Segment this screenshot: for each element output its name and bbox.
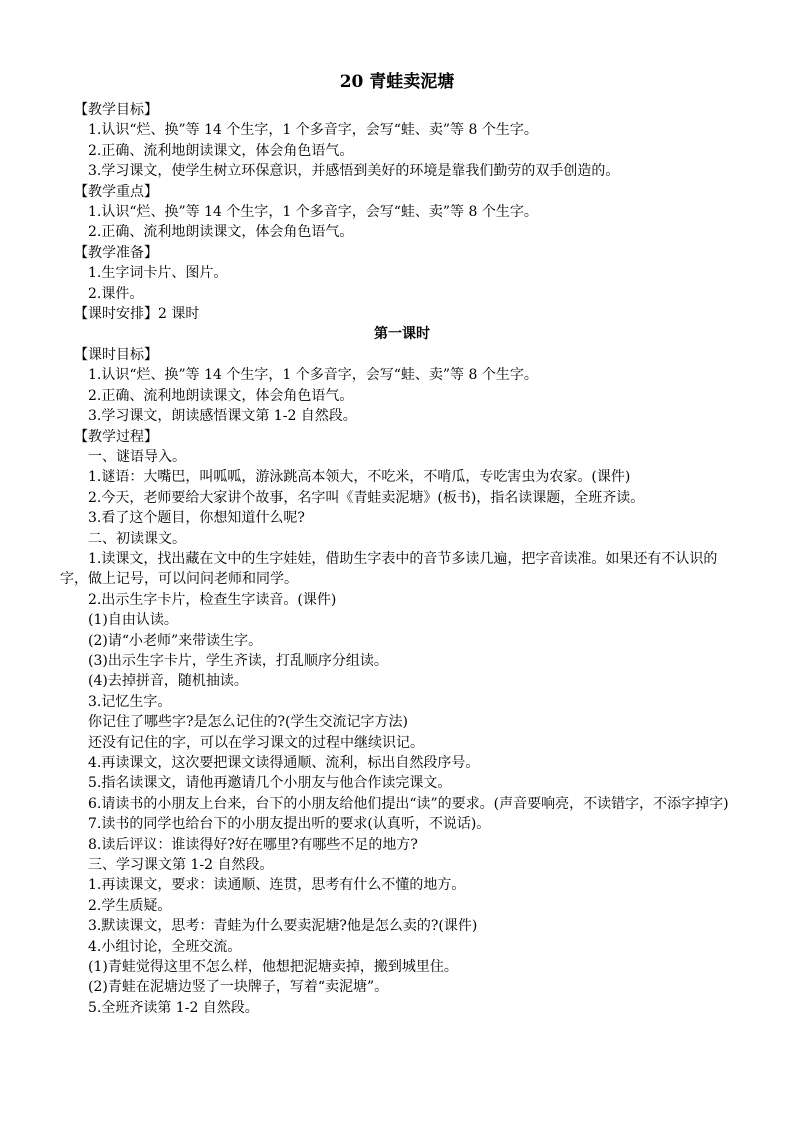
lesson-heading: 第一课时 — [374, 326, 430, 343]
paragraph-line: (1)自由认读。 — [88, 612, 178, 629]
paragraph-line: 3.看了这个题目，你想知道什么呢? — [88, 510, 305, 527]
section-heading: 【教学重点】 — [74, 183, 158, 200]
paragraph-line: 2.课件。 — [88, 285, 144, 302]
paragraph-line: (2)请“小老师”来带读生字。 — [88, 632, 263, 649]
section-heading: 【课时安排】2 课时 — [74, 306, 200, 323]
paragraph-line: 还没有记住的字，可以在学习课文的过程中继续识记。 — [88, 734, 424, 751]
section-heading: 【教学过程】 — [74, 428, 158, 445]
paragraph-line: 2.学生质疑。 — [88, 897, 172, 914]
paragraph-line: 3.学习课文，使学生树立环保意识，并感悟到美好的环境是靠我们勤劳的双手创造的。 — [88, 163, 620, 180]
paragraph-line: 6.请读书的小朋友上台来，台下的小朋友给他们提出“读”的要求。(声音要响亮，不读错字，不添字掉字) — [88, 795, 729, 812]
paragraph-line: (2)青蛙在泥塘边竖了一块牌子，写着“卖泥塘”。 — [88, 979, 389, 996]
paragraph-line: 5.指名读课文，请他再邀请几个小朋友与他合作读完课文。 — [88, 775, 452, 792]
paragraph-line: 你记住了哪些字?是怎么记住的?(学生交流记字方法) — [88, 714, 408, 731]
paragraph-line: 二、初读课文。 — [88, 530, 186, 547]
paragraph-line: 7.读书的同学也给台下的小朋友提出听的要求(认真听，不说话)。 — [88, 816, 491, 833]
paragraph-line: 3.学习课文，朗读感悟课文第 1-2 自然段。 — [88, 408, 357, 425]
paragraph-line: 1.生字词卡片、图片。 — [88, 265, 228, 282]
paragraph-line: 3.记忆生字。 — [88, 693, 172, 710]
paragraph-line: 3.默读课文，思考：青蛙为什么要卖泥塘?他是怎么卖的?(课件) — [88, 918, 478, 935]
paragraph-line: 2.正确、流利地朗读课文，体会角色语气。 — [88, 224, 354, 241]
paragraph-line: 5.全班齐读第 1-2 自然段。 — [88, 999, 259, 1016]
paragraph-line: 2.今天，老师要给大家讲个故事，名字叫《青蛙卖泥塘》(板书)，指名读课题，全班齐读。 — [88, 489, 645, 506]
paragraph-line: 1.认识“烂、换”等 14 个生字，1 个多音字，会写“蛙、卖”等 8 个生字。 — [88, 367, 538, 384]
paragraph-line: 2.正确、流利地朗读课文，体会角色语气。 — [88, 142, 354, 159]
paragraph-line: 2.正确、流利地朗读课文，体会角色语气。 — [88, 387, 354, 404]
paragraph-line: 1.再读课文，要求：读通顺、连贯，思考有什么不懂的地方。 — [88, 877, 466, 894]
section-heading: 【课时目标】 — [74, 346, 158, 363]
paragraph-line: 8.读后评议：谁读得好?好在哪里?有哪些不足的地方? — [88, 836, 418, 853]
paragraph-line: 1.认识“烂、换”等 14 个生字，1 个多音字，会写“蛙、卖”等 8 个生字。 — [88, 122, 538, 139]
paragraph-line: 1.认识“烂、换”等 14 个生字，1 个多音字，会写“蛙、卖”等 8 个生字。 — [88, 204, 538, 221]
section-heading: 【教学目标】 — [74, 102, 158, 118]
paragraph-line: 4.再读课文，这次要把课文读得通顺、流利，标出自然段序号。 — [88, 755, 480, 771]
section-heading: 【教学准备】 — [74, 244, 158, 261]
paragraph-line: 三、学习课文第 1-2 自然段。 — [88, 857, 274, 874]
paragraph-line: (3)出示生字卡片，学生齐读，打乱顺序分组读。 — [88, 652, 388, 669]
document-body — [60, 100, 744, 1018]
paragraph-line: 4.小组讨论，全班交流。 — [88, 938, 242, 955]
document-title: 20 青蛙卖泥塘 — [339, 72, 455, 92]
paragraph-line: (1)青蛙觉得这里不怎么样，他想把泥塘卖掉，搬到城里住。 — [88, 959, 458, 976]
paragraph-line: 1.读课文，找出藏在文中的生字娃娃，借助生字表中的音节多读几遍，把字音读准。如果还有不认识的字，做上记号，可以问问老师和同学。 — [60, 550, 718, 588]
paragraph-line: 1.谜语：大嘴巴，叫呱呱，游泳跳高本领大，不吃米，不啃瓜，专吃害虫为农家。(课件) — [88, 469, 631, 486]
paragraph-line: 2.出示生字卡片，检查生字读音。(课件) — [88, 591, 337, 608]
paragraph-line: 一、谜语导入。 — [88, 448, 186, 465]
paragraph-line: (4)去掉拼音，随机抽读。 — [88, 673, 248, 690]
